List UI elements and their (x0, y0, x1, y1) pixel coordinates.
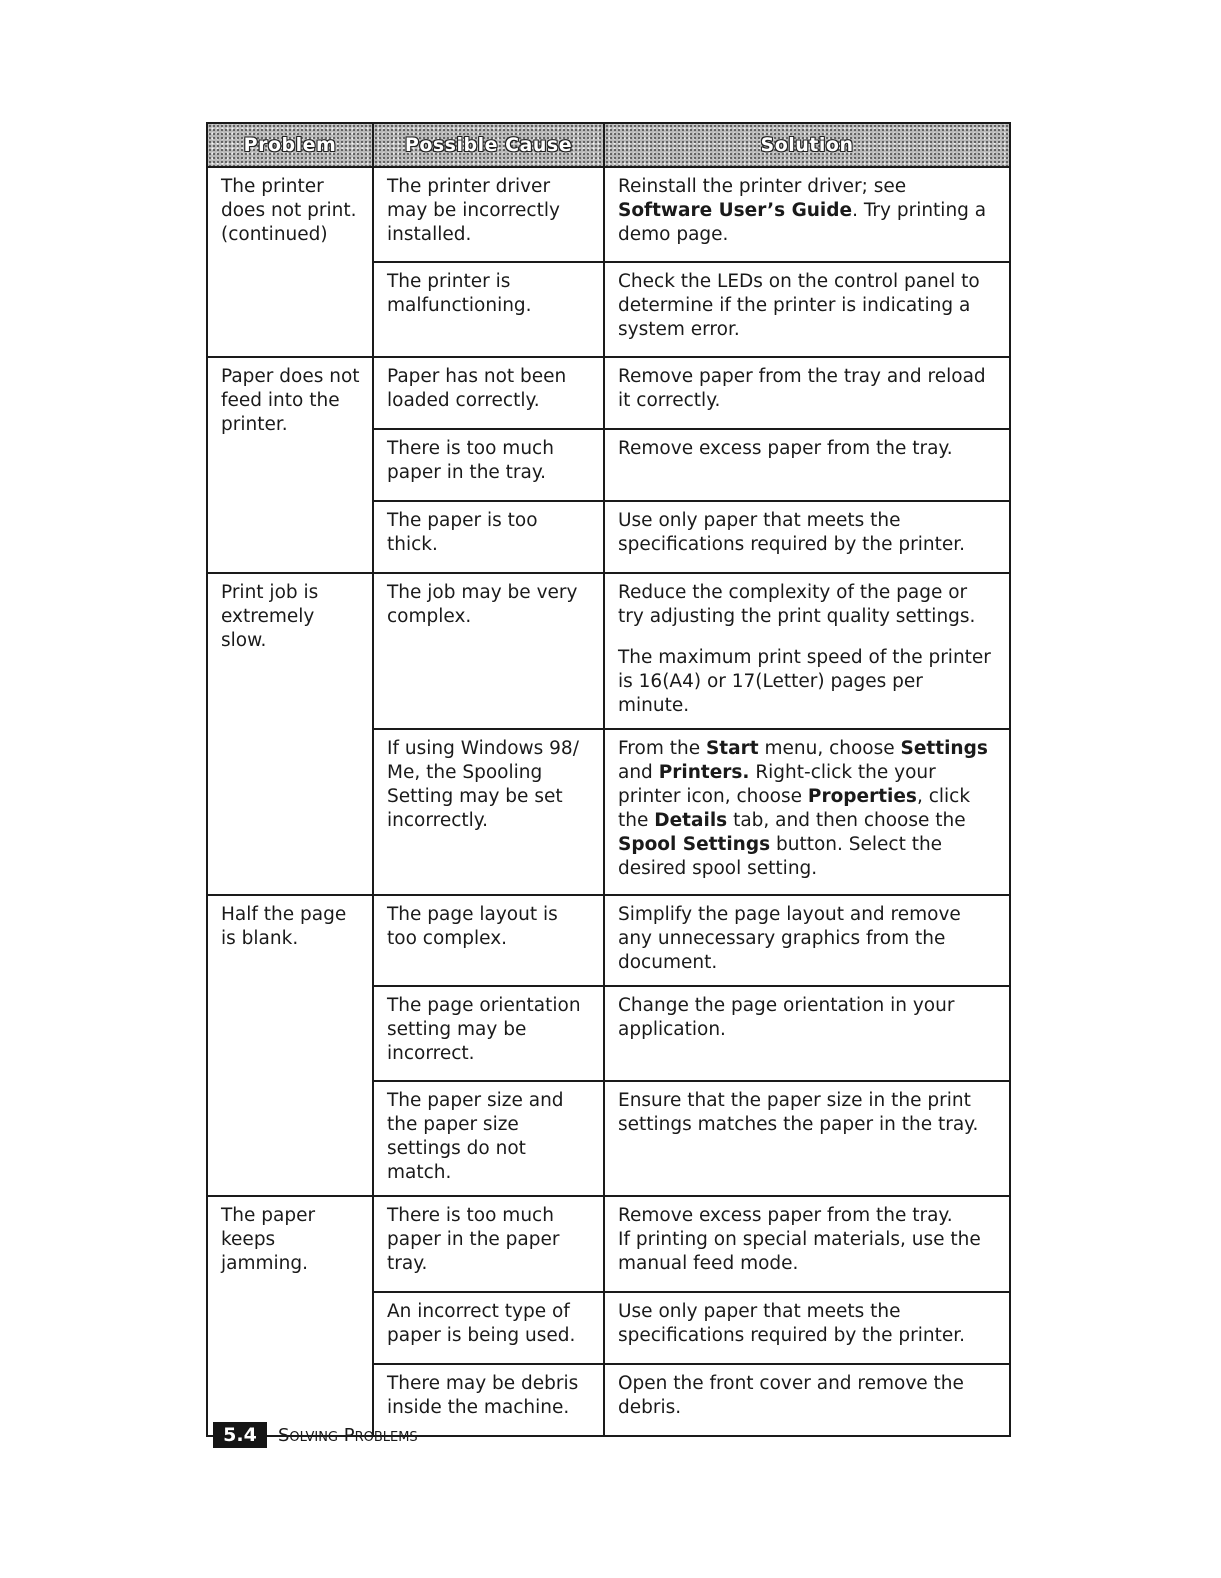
problem-cell: The printer does not print. (continued) (207, 167, 373, 357)
solution-cell (604, 573, 1010, 729)
emphasis-text: Start (705, 738, 759, 759)
emphasis-text: Software User’s Guide (618, 200, 853, 221)
solution-cell: Open the front cover and remove the debris. (604, 1364, 1010, 1436)
cause-cell: The job may be very complex. (373, 573, 604, 729)
cause-cell: The paper size and the paper size settings do not match. (373, 1081, 604, 1196)
solution-cell: Use only paper that meets the specifications required by the printer. (604, 1292, 1010, 1364)
table-row (207, 357, 1010, 429)
problem-cell: Half the page is blank. (207, 895, 373, 1196)
emphasis-text: Spool Settings (618, 834, 771, 855)
solution-cell: From the Start menu, choose Settings and Printers. Right-click the your printer icon, choose Properties, click the Details tab, and then choose the Spool Settings button. Select the desired spool setting. (604, 729, 1010, 895)
cause-cell: The paper is too thick. (373, 501, 604, 573)
cause-cell: There may be debris inside the machine. (373, 1364, 604, 1436)
cause-cell: If using Windows 98/ Me, the Spooling Setting may be set incorrectly. (373, 729, 604, 895)
header-cause-label: Possible Cause (404, 134, 573, 156)
header-solution (604, 123, 1010, 167)
table-row (207, 895, 1010, 986)
table-row (207, 573, 1010, 729)
section-title: Solving Problems (278, 1425, 418, 1446)
header-solution-label: Solution (760, 134, 854, 156)
solution-line: Remove excess paper from the tray. (618, 1205, 953, 1226)
cause-cell: An incorrect type of paper is being used. (373, 1292, 604, 1364)
solution-cell: Ensure that the paper size in the print settings matches the paper in the tray. (604, 1081, 1010, 1196)
solution-cell: Reinstall the printer driver; see Software User’s Guide. Try printing a demo page. (604, 167, 1010, 262)
cause-cell: The printer driver may be incorrectly installed. (373, 167, 604, 262)
solution-cell (604, 1196, 1010, 1292)
solution-line: If printing on special materials, use the manual feed mode. (618, 1229, 981, 1274)
cause-cell: There is too much paper in the paper tray. (373, 1196, 604, 1292)
header-problem-label: Problem (243, 134, 337, 156)
cause-cell: The page orientation setting may be incorrect. (373, 986, 604, 1081)
solution-cell: Change the page orientation in your application. (604, 986, 1010, 1081)
solution-cell: Use only paper that meets the specifications required by the printer. (604, 501, 1010, 573)
troubleshooting-table (206, 122, 1011, 1437)
emphasis-text: Settings (900, 738, 988, 759)
problem-cell: The paper keeps jamming. (207, 1196, 373, 1436)
emphasis-text: Properties (807, 786, 917, 807)
cause-cell: The page layout is too complex. (373, 895, 604, 986)
emphasis-text: Printers. (658, 762, 750, 783)
solution-cell: Check the LEDs on the control panel to determine if the printer is indicating a system error. (604, 262, 1010, 357)
section-number-badge: 5.4 (213, 1422, 267, 1448)
cause-cell: Paper has not been loaded correctly. (373, 357, 604, 429)
solution-cell: Remove paper from the tray and reload it correctly. (604, 357, 1010, 429)
header-possible-cause (373, 123, 604, 167)
solution-cell: Simplify the page layout and remove any unnecessary graphics from the document. (604, 895, 1010, 986)
solution-note: The maximum print speed of the printer is 16(A4) or 17(Letter) pages per minute. (618, 647, 991, 716)
table-row (207, 167, 1010, 262)
header-problem (207, 123, 373, 167)
table-header-row (207, 123, 1010, 167)
problem-cell: Paper does not feed into the printer. (207, 357, 373, 573)
emphasis-text: Details (654, 810, 728, 831)
cause-cell: The printer is malfunctioning. (373, 262, 604, 357)
solution-cell: Remove excess paper from the tray. (604, 429, 1010, 501)
solution-paragraph: Reduce the complexity of the page or try adjusting the print quality settings. (618, 582, 976, 627)
problem-cell: Print job is extremely slow. (207, 573, 373, 895)
cause-cell: There is too much paper in the tray. (373, 429, 604, 501)
table-row (207, 1196, 1010, 1292)
